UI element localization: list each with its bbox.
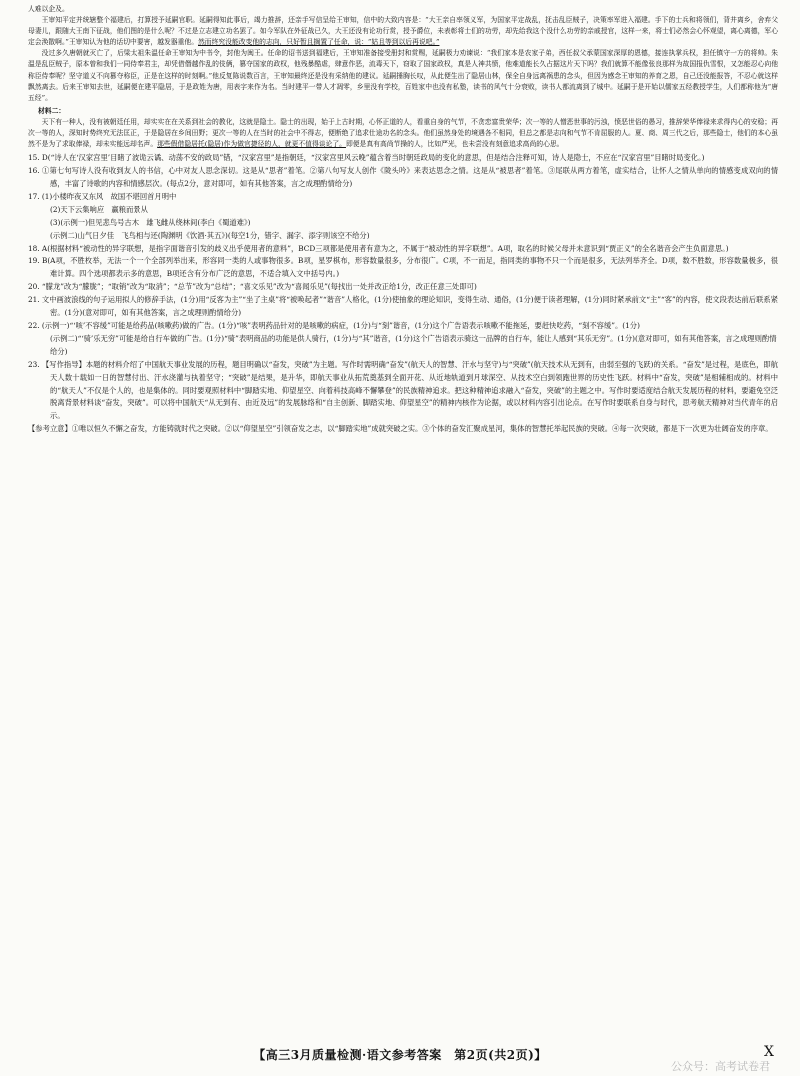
- answer-list: [28, 152, 778, 436]
- answer-subitem: (3)(示例一)但见悲鸟号古木 雄飞雌从绕林间(李白《蜀道难》): [50, 217, 251, 227]
- answer-item: 17. (1)小楼昨夜又东风 故国不堪回首月明中: [28, 191, 177, 201]
- material-heading: 材料二：: [38, 106, 66, 115]
- passage-paragraph: 人难以企及。: [28, 5, 69, 13]
- passage-text: 天下有一种人，没有被朝廷任用，却实实在在关系到社会的教化，这就是隐士。隐士的出现，始于上古时期，心怀正道的人，看重自身的气节，不贪恋富贵荣华；次一等的人憎恶世事的污浊，愤恶世俗的愚习，推辞荣华俸禄来求得内心的安稳；再次一等的人，深知时势终究无法匡正，于是隐居在乡间田野；更次一等的人在当时的社会中不得志，便断绝了追求仕途功名的念头。他们虽然身处的境遇各不相同，但总之都是志向和气节不肯屈服的人。夏、商、周三代之后，那些隐士，他们的本心虽然不是为了求取俸禄，却未实能远却名声。: [28, 117, 778, 149]
- watermark: 公众号：高考试卷君: [671, 1060, 770, 1073]
- underlined-sentence: 那些假借隐居托(隐居)作为做官捷径的人，就更不值得谈论了。: [157, 140, 346, 149]
- page-footer: 【高三3月质量检测·语文参考答案 第2页(共2页)】: [253, 1048, 547, 1062]
- footer-mark: X: [764, 1044, 774, 1060]
- answer-item: 15. D(“诗人在‘汉家宫里’目睹了波诡云谲、动荡不安的政局”错，“汉家宫里”是指朝廷，“汉家宫里风云晚”蕴含着当时朝廷政局的变化的意思，但是结合注释可知，诗人是隐士，不应在“汉家宫里”目睹时局变化。): [28, 153, 705, 163]
- answer-item: 20. “朦龙”改为“朦胧”；“取销”改为“取消”；“总节”改为“总结”；“喜文乐见”改为“喜闻乐见”(每找出一处并改正给1分，改正任意三处即可): [28, 282, 477, 292]
- answer-item: 16. ①第七句写诗人没有收到友人的书信，心中对友人思念深切。这是从“思者”着笔。②第八句写友人创作《陇头吟》来表达思念之情。这是从“被思者”着笔。③尾联从两方着笔，虚实结合，让怀人之情从单向的情感变成双向的情感，丰富了诗歌的内容和情感层次。(每点2分，意对即可，如有其他答案，言之成理酌情给分): [28, 166, 778, 189]
- answer-item: 18. A(根据材料“被动性的异字联想，是指字面谐音引发的歧义出乎使用者的意料”，BCD三项都是使用者有意为之，不属于“被动性的异字联想”。A项，取名的时候父母并未意识到“贾正义”的全名谐音会产生负面意思。): [28, 243, 729, 253]
- underlined-sentence: 然而终究没能改变他的志向，只好暂且搁置了任命，说：“姑且等到以后再说吧。”: [198, 38, 440, 47]
- passage-text: 即便是真有高尚节操的人，比如严光，也未尝没有刻意追求高尚的心思。: [345, 140, 564, 149]
- answer-item: 19. B(A项，不胜枚举，无法一个一个全部列举出来，形容同一类的人或事物很多。B项，星罗棋布，形容数量很多，分布很广。C项，不一而足，指同类的事物不只一个而是很多，无法列举齐全。D项，数不胜数，形容数量极多，很难计算。四个选项都表示多的意思，B项还含有分布广泛的意思，不适合填入文中括号内。): [28, 256, 778, 279]
- passage-paragraph: [28, 15, 778, 48]
- answer-subitem: (2)天下云集响应 赢粮而景从: [50, 204, 148, 214]
- answer-subitem: (示例二)山气日夕佳 飞鸟相与还(陶渊明《饮酒·其五》)(每空1分，错字、漏字、添字则该空不给分): [50, 230, 370, 240]
- answer-subitem: (示例二)“‘骑’乐无穷”可能是给自行车做的广告。(1分)“骑”表明商品的功能是供人骑行，(1分)与“其”谐音，(1分)这个广告语表示骑这一品牌的自行车，能让人感到“其乐无穷”。(1分)(意对即可，如有其他答案，言之成理则酌情给分): [50, 333, 777, 356]
- passage-text: 王审知平定并统辖整个福建后，打算授予延嗣官职。延嗣得知此事后，竭力推辞，还亲手写信呈给王审知，信中的大致内容是：“大王亲自率领义军，为国家平定战乱，抚击乱臣贼子，决策率军进入福建。手下的士兵和将领们，背井离乡，舍弃父母妻儿，跟随大王南下征战，他们图的是什么呢？不过是立志建立功名罢了。如今军队在外征战已久，大王还没有论功行赏，授予爵位，未表彰将士们的功劳，却先给我这个没什么功劳的亲戚授官，这样一来，将士们必然会心怀观望，离心离德，军心定会涣散啊。”王审知认为他的话切中要害，越发器重他。: [28, 16, 778, 47]
- answer-item: 23. 【写作指导】本题的材料介绍了中国航天事业发展的历程，题目明确以“奋发，突破”为主题。写作时需明确“奋发”(航天人的智慧、汗水与坚守)与“突破”(航天技术从无到有，由弱至强的飞跃)的关系。“奋发”是过程，是底色，即航天人数十载如一日的智慧付出、汗水浇灌与执着坚守；“突破”是结果，是升华，即航天事业从拓荒奠基到全面开花、从近地轨道到月球深空、从技术空白到领跑世界的历史性飞跃。材料中“奋发，突破”是相辅相成的。材料中的“航天人”不仅是个人的，也是集体的。同时要观照材料中“脚踏实地、仰望星空、向着科技高峰不懈攀登”的民族精神追求。把这种精神追求融入“奋发，突破”的主题之中。写作时要适度结合航天发展历程的材料，要避免空泛脱离背景材料谈“奋发，突破”。可以将中国航天“从无到有、由近及远”的发展脉络和“自主创新、脚踏实地、仰望星空”的精神内核作为论据，或以材料内容引出论点。在写作时要联系自身与时代，思考航天精神对当代青年的启示。: [28, 359, 779, 421]
- passage-paragraph: [28, 117, 778, 150]
- answer-item: 21. 文中画波浪线的句子运用拟人的修辞手法，(1分)用“反客为主”“坐了主桌”将“被唤起者”“谐音”人格化，(1分)使抽象的理论知识，变得生动、通俗，(1分)便于读者理解，(1分)同时紧承前文“主”“客”的内容，使文段表达前后联系紧密。(1分)(意对即可，如有其他答案，言之成理则酌情给分): [28, 295, 778, 318]
- answer-item: 22. (示例一)“‘咳’不容缓”可能是给药品(咳嗽药)做的广告。(1分)“咳”表明药品针对的是咳嗽的病症，(1分)与“刻”谐音，(1分)这个广告语表示咳嗽不能拖延，要赶快吃药，“刻不容缓”。(1分): [28, 321, 640, 330]
- answer-item: 【参考立意】①唯以恒久不懈之奋发，方能铸就时代之突破。②以“仰望星空”引领奋发之志，以“脚踏实地”成就突破之实。③个体的奋发汇聚成星河，集体的智慧托举起民族的突破。④每一次突破，都是下一次更为壮阔奋发的序章。: [28, 424, 773, 434]
- passage-paragraph: 没过多久唐朝就灭亡了，后梁太祖朱温任命王审知为中书令，封他为闽王。任命的诏书送到福建后，王审知准备接受册封和赏赐，延嗣极力劝谏说：“我们家本是农家子弟，西任叔父承蒙国家深厚的恩德，接连执掌兵权，担任镇守一方的将帅。朱温是乱臣贼子，原本曾和我们一同侍奉君主，却凭借僭越作乱的伎俩，篡夺国家的政权，他残暴酷虐，肆意作恶，流毒天下，窃取了国家政权，真是人神共愤，他难道能长久占据这片天下吗？我们就算不能像张良那样为故国报仇雪恨，又怎能忍心向他称臣侍奉呢？坚守道义不向篡夺称臣，正是在这样的时刻啊。”他反复陈说数百言，王审知最终还是没有采纳他的建议。延嗣捶胸长叹，从此便生出了隐居山林，保全自身远离祸患的念头，但因为感念王审知的养育之恩，自己还没能报答，不忍心就这样飘然离去。后来王审知去世，延嗣便在建平隐居，于是政姓为唐，用表字来作为名。当时建平一带人才凋零，乡里没有学校，百姓家中也没有私塾，读书的风气十分衰败，读书人都流离到了城中。延嗣于是开始以儒家五经教授学生，人们都称他为“唐五经”。: [28, 49, 778, 102]
